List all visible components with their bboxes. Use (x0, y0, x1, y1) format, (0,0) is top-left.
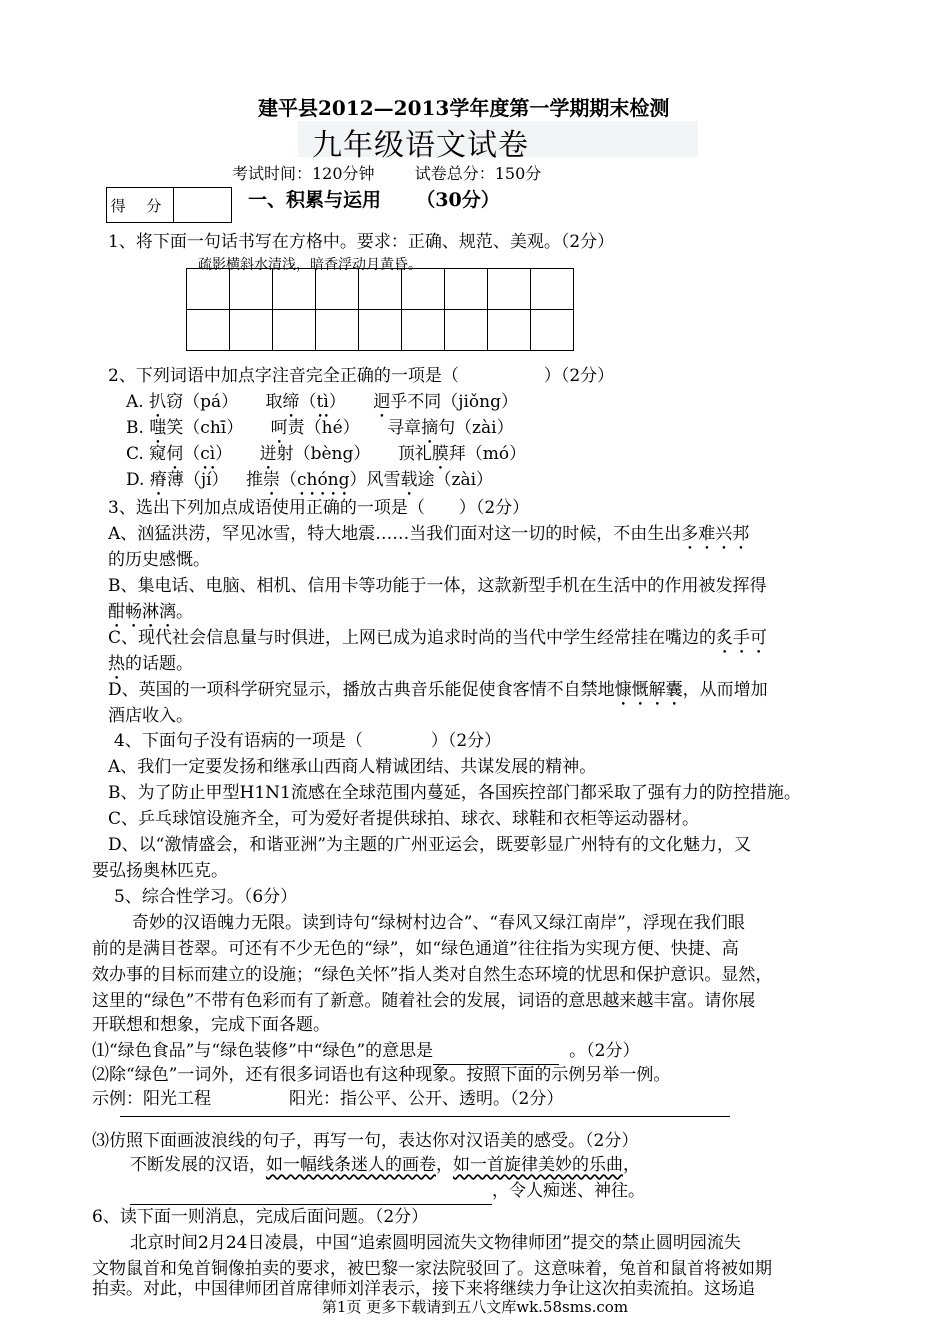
q2-option-c: C. 窥伺（cì） 迸射（bèng） 顶礼膜拜（mó） (126, 444, 527, 464)
grid-cell[interactable] (531, 269, 574, 310)
grid-cell[interactable] (445, 310, 488, 351)
grid-cell[interactable] (187, 269, 230, 310)
grid-cell[interactable] (359, 269, 402, 310)
q3-a-line2: 的历史感慨。 (108, 550, 210, 570)
q3-c-line2: 热的话题。 (108, 654, 193, 674)
section1-title: 一、积累与运用 (248, 189, 382, 211)
grid-cell[interactable] (359, 310, 402, 351)
q4-option-c: C、乒乓球馆设施齐全，可为爱好者提供球拍、球衣、球鞋和衣柜等运动器材。 (108, 809, 700, 829)
q4-prompt: 4、下面句子没有语病的一项是（ ）（2分） (114, 731, 502, 751)
grid-cell[interactable] (230, 310, 273, 351)
q2-option-d: D. 瘠薄（jí） 推崇（chóng）风雪载途（zài） (126, 470, 494, 490)
q6-prompt: 6、读下面一则消息，完成后面问题。（2分） (92, 1207, 429, 1227)
q2-option-b: B. 嗤笑（chī） 呵责（hé） 寻章摘句（zài） (126, 418, 514, 438)
q5-para-line1: 奇妙的汉语魄力无限。读到诗句“绿树村边合”、“春风又绿江南岸”，浮现在我们眼 (132, 913, 745, 933)
q5-sub1: ⑴“绿色食品”与“绿色装修”中“绿色”的意思是 。（2分） (92, 1038, 852, 1065)
q2-option-a: A. 扒窃（pá） 取缔（tì） 迥乎不同（jiǒng） (126, 392, 518, 412)
score-box (106, 187, 232, 223)
q3-b-line1: B、集电话、电脑、相机、信用卡等功能于一体，这款新型手机在生活中的作用被发挥得 (108, 576, 767, 596)
writing-grid (186, 268, 574, 351)
q3-d-line2: 酒店收入。 (108, 706, 193, 726)
grid-cell[interactable] (531, 310, 574, 351)
q6-para-line1: 北京时间2月24日凌晨，中国“追索圆明园流失文物律师团”提交的禁止圆明园流失 (130, 1233, 741, 1253)
q4-option-d-line1: D、以“激情盛会，和谐亚洲”为主题的广州亚运会，既要彰显广州特有的文化魅力，又 (108, 835, 752, 855)
q2-prompt: 2、下列词语中加点字注音完全正确的一项是（ ）（2分） (108, 366, 615, 386)
q6-para-line2: 文物鼠首和兔首铜像拍卖的要求，被巴黎一家法院驳回了。这意味着，兔首和鼠首将被如期 (92, 1259, 772, 1279)
grid-cell[interactable] (187, 310, 230, 351)
q6-para-line3: 拍卖。对此，中国律师团首席律师刘洋表示，接下来将继续力争让这次拍卖流拍。这场追 (92, 1279, 755, 1299)
grid-cell[interactable] (273, 269, 316, 310)
q5-para-line3: 效办事的目标而建立的设施；“绿色关怀”指人类对自然生态环境的忧思和保护意识。显然， (92, 965, 773, 985)
grid-cell[interactable] (488, 310, 531, 351)
page-footer: 第1页 更多下载请到五八文库wk.58sms.com (321, 1298, 629, 1316)
exam-time: 考试时间：120分钟 (232, 164, 375, 183)
title-line2: 九年级语文试卷 (312, 128, 529, 163)
answer-line-2[interactable] (120, 1116, 730, 1117)
q3-prompt: 3、选出下列加点成语使用正确的一项是（ ）（2分） (108, 498, 530, 518)
q5-para-line5: 开联想和想象，完成下面各题。 (92, 1015, 330, 1035)
section1-heading (248, 185, 500, 212)
title-line1: 建平县2012—2013学年度第一学期期末检测 (258, 96, 670, 120)
q3-d-line1: D、英国的一项科学研究显示，播放古典音乐能促使食客情不自禁地慷慨解囊，从而增加 (108, 680, 768, 700)
section1-score: （30分） (416, 189, 500, 211)
grid-cell[interactable] (316, 310, 359, 351)
q1-prompt: 1、将下面一句话书写在方格中。要求：正确、规范、美观。（2分） (108, 232, 615, 252)
grid-cell[interactable] (402, 269, 445, 310)
answer-blank-3[interactable] (130, 1178, 492, 1205)
q5-sub2-example: 示例：阳光工程 阳光：指公平、公开、透明。（2分） (92, 1089, 564, 1109)
score-label: 得 分 (107, 188, 174, 222)
q3-b-line2: 酣畅淋漓。 (108, 602, 193, 622)
score-value (174, 188, 231, 222)
grid-cell[interactable] (316, 269, 359, 310)
q5-sub2: ⑵除“绿色”一词外，还有很多词语也有这种现象。按照下面的示例另举一例。 (92, 1065, 671, 1085)
answer-blank-1[interactable] (433, 1038, 559, 1065)
grid-cell[interactable] (273, 310, 316, 351)
grid-cell[interactable] (402, 310, 445, 351)
q4-option-a: A、我们一定要发扬和继承山西商人精诚团结、共谋发展的精神。 (108, 757, 597, 777)
exam-info (232, 161, 541, 184)
q5-sub3-example: 不断发展的汉语，如一幅线条迷人的画卷，如一首旋律美妙的乐曲， (130, 1155, 640, 1175)
q4-option-d-line2: 要弘扬奥林匹克。 (92, 861, 228, 881)
q3-c-line1: C、现代社会信息量与时俱进，上网已成为追求时尚的当代中学生经常挂在嘴边的炙手可 (108, 628, 768, 648)
q4-option-b: B、为了防止甲型H1N1流感在全球范围内蔓延，各国疾控部门都采取了强有力的防控措施。 (108, 783, 801, 803)
grid-cell[interactable] (488, 269, 531, 310)
q5-sub3-answer: ，令人痴迷、神往。 (130, 1178, 890, 1205)
q3-a-line1: A、汹猛洪涝，罕见冰雪，特大地震……当我们面对这一切的时候，不由生出多难兴邦 (108, 524, 750, 544)
q5-para-line2: 前的是满目苍翠。可还有不少无色的“绿”，如“绿色通道”往往指为实现方便、快捷、高 (92, 939, 739, 959)
q5-sub3: ⑶仿照下面画波浪线的句子，再写一句，表达你对汉语美的感受。（2分） (92, 1131, 639, 1151)
grid-cell[interactable] (445, 269, 488, 310)
q1-poem: 疏影横斜水清浅，暗香浮动月黄昏。 (198, 257, 422, 273)
q5-para-line4: 这里的“绿色”不带有色彩而有了新意。随着社会的发展，词语的意思越来越丰富。请你展 (92, 991, 756, 1011)
q5-prompt: 5、综合性学习。（6分） (114, 887, 298, 907)
total-score: 试卷总分：150分 (414, 164, 542, 183)
grid-cell[interactable] (230, 269, 273, 310)
